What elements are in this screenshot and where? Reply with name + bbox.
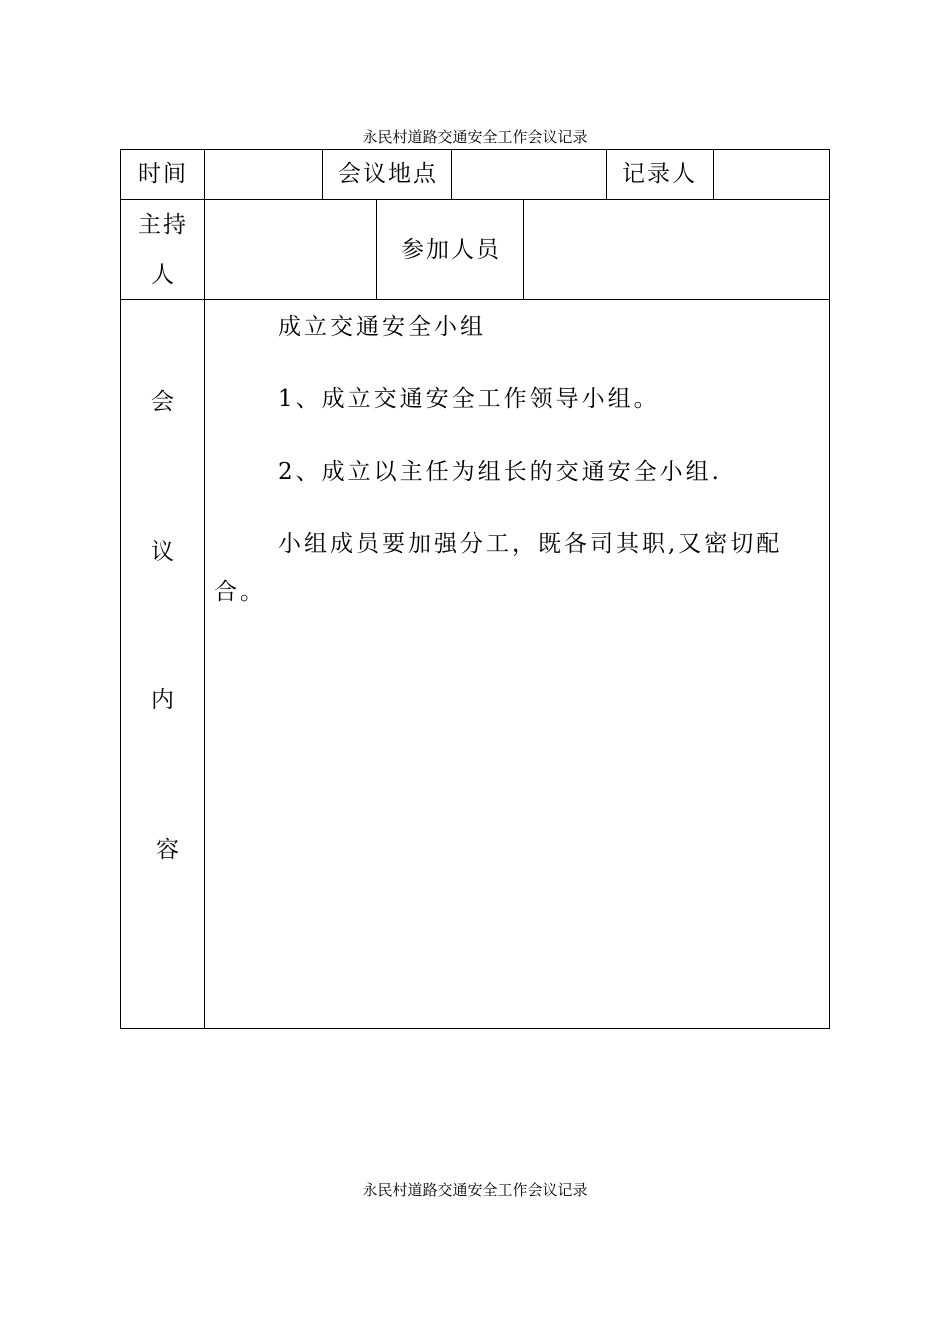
content-label-char-3: 内: [151, 687, 176, 713]
participants-label: 参加人员: [401, 237, 501, 263]
row1-divider-d: [713, 149, 714, 199]
row2-divider-a: [376, 199, 377, 299]
content-item-2: 2、成立以主任为组长的交通安全小组.: [278, 459, 722, 485]
content-paragraph-line-1: 小组成员要加强分工，既各司其职,又密切配: [278, 531, 783, 557]
location-label: 会议地点: [338, 161, 438, 187]
content-label-char-1: 会: [151, 389, 176, 415]
host-label-line1: 主持: [138, 212, 188, 238]
content-item-1: 1、成立交通安全工作领导小组。: [278, 386, 660, 412]
time-label: 时间: [138, 161, 188, 187]
row1-divider-a: [322, 149, 323, 199]
row2-divider-b: [523, 199, 524, 299]
table-row-divider-2: [120, 299, 830, 300]
table-col-divider-label: [204, 149, 205, 1029]
row1-divider-b: [451, 149, 452, 199]
host-label-line2: 人: [151, 262, 176, 288]
table-border-top: [120, 149, 830, 150]
content-label-char-2: 议: [151, 539, 176, 565]
table-border-right: [829, 149, 830, 1029]
content-paragraph-line-2: 合。: [214, 579, 266, 605]
recorder-label: 记录人: [622, 161, 697, 187]
content-label-char-4: 容: [156, 837, 181, 863]
content-heading: 成立交通安全小组: [278, 314, 486, 340]
table-border-left: [120, 149, 121, 1029]
footer-title: 永民村道路交通安全工作会议记录: [362, 1181, 588, 1199]
table-row-divider-1: [120, 199, 830, 200]
page-title: 永民村道路交通安全工作会议记录: [362, 128, 588, 146]
table-border-bottom: [120, 1028, 830, 1029]
row1-divider-c: [606, 149, 607, 199]
